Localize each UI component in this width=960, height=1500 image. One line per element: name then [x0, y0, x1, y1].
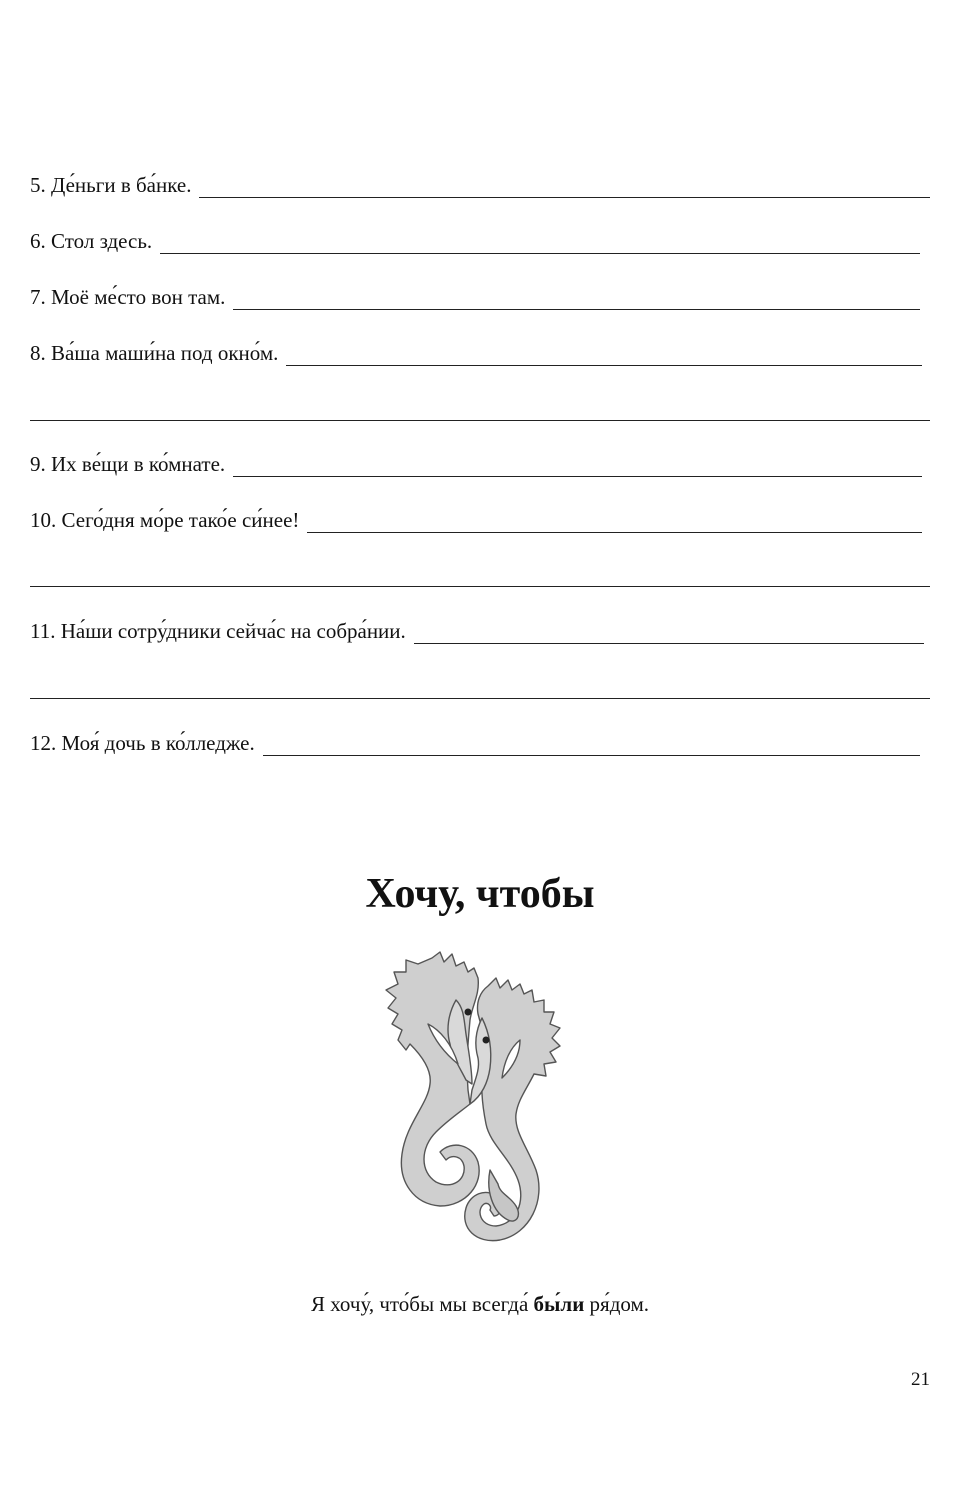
answer-line[interactable]	[286, 345, 922, 366]
caption-start: Я хочу́, что́бы мы всегда́	[310, 1292, 534, 1316]
answer-line[interactable]	[199, 177, 930, 198]
answer-line[interactable]	[307, 512, 922, 533]
exercise-text: 12. Моя́ дочь в ко́лледже.	[30, 731, 255, 755]
answer-line-continued[interactable]	[30, 420, 930, 421]
seahorses-icon	[340, 944, 610, 1264]
answer-line-continued[interactable]	[30, 698, 930, 699]
answer-line[interactable]	[233, 456, 922, 477]
page-number: 21	[911, 1369, 930, 1390]
section-title: Хочу, чтобы	[365, 871, 595, 917]
exercise-text: 11. На́ши сотру́дники сейча́с на собра́нии.	[30, 619, 406, 643]
exercise-5	[30, 172, 930, 198]
answer-line[interactable]	[414, 623, 924, 644]
exercise-12	[30, 730, 920, 756]
answer-line[interactable]	[263, 735, 920, 756]
exercise-11	[30, 618, 924, 644]
answer-line-continued[interactable]	[30, 586, 930, 587]
exercise-8	[30, 340, 922, 366]
caption	[0, 1290, 960, 1318]
caption-emphasis: бы́ли	[533, 1292, 585, 1316]
exercise-10	[30, 507, 922, 533]
answer-line[interactable]	[233, 289, 920, 310]
exercise-6	[30, 228, 920, 254]
exercise-text: 5. Де́ньги в ба́нке.	[30, 173, 192, 197]
answer-line[interactable]	[160, 233, 920, 254]
exercise-text: 10. Сего́дня мо́ре тако́е си́нее!	[30, 508, 300, 532]
exercise-9	[30, 451, 922, 477]
exercise-text: 6. Стол здесь.	[30, 229, 153, 253]
exercise-text: 8. Ва́ша маши́на под окно́м.	[30, 341, 279, 365]
exercise-text: 7. Моё ме́сто вон там.	[30, 285, 226, 309]
exercise-7	[30, 284, 920, 310]
exercise-text: 9. Их ве́щи в ко́мнате.	[30, 452, 226, 476]
caption-end: ря́дом.	[584, 1292, 650, 1316]
